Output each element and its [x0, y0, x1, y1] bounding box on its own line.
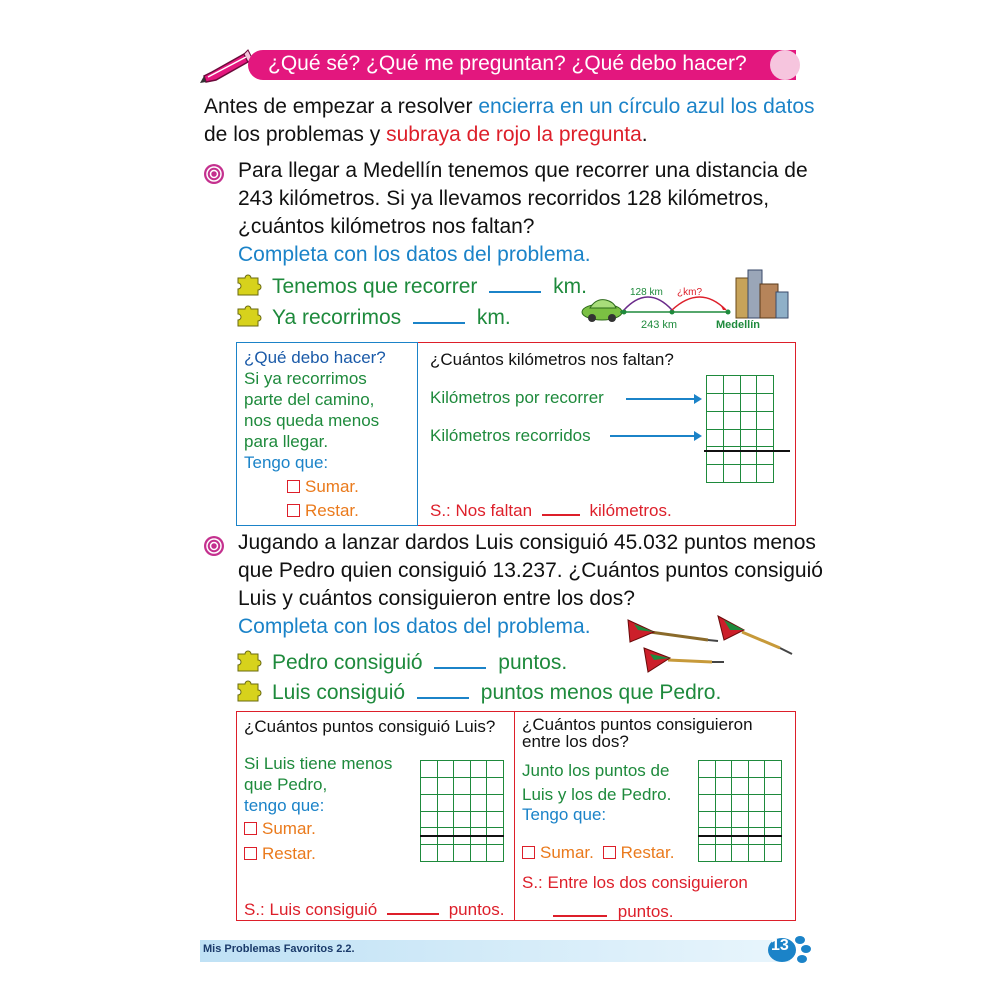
header-banner-cap	[770, 50, 800, 80]
problem1-reason-3: nos queda menos	[244, 411, 380, 430]
subtract-label: Restar.	[620, 843, 675, 862]
sum-label: Sumar.	[262, 819, 316, 838]
subtract-label: Restar.	[305, 501, 359, 520]
row-km-to-travel: Kilómetros por recorrer	[430, 388, 604, 407]
problem1-data1-blank[interactable]	[489, 275, 541, 293]
diagram-label-total: 243 km	[641, 319, 678, 331]
problem2-data2-label: Luis consiguió	[272, 681, 406, 704]
problem2-left-answer-label: S.: Luis consiguió	[244, 900, 378, 919]
puzzle-piece-icon	[236, 680, 262, 702]
problem1-box-question: ¿Cuántos kilómetros nos faltan?	[430, 350, 674, 369]
problem2-data1-unit: puntos.	[498, 651, 568, 674]
problem2-line1: Jugando a lanzar dardos Luis consiguió 45.032 puntos menos	[238, 531, 816, 554]
problem2-left-option-sum[interactable]	[244, 818, 316, 839]
problem2-complete: Completa con los datos del problema.	[238, 615, 591, 638]
problem1-data1-unit: km.	[553, 275, 587, 298]
problem1-line1: Para llegar a Medellín tenemos que recorrer una distancia de	[238, 159, 808, 182]
problem2-data1-blank[interactable]	[434, 651, 486, 669]
sum-label: Sumar.	[540, 843, 594, 862]
problem1-option-subtract[interactable]	[287, 500, 359, 521]
subtract-checkbox[interactable]	[603, 846, 616, 859]
problem1-result-line	[704, 450, 790, 452]
intro-text-b: de los problemas y	[204, 123, 387, 146]
problem2-line2: que Pedro quien consiguió 13.237. ¿Cuántos puntos consiguió	[238, 559, 823, 582]
problem1-reason-4: para llegar.	[244, 432, 329, 451]
footer-book-title: Mis Problemas Favoritos 2.2.	[203, 943, 355, 955]
diagram-label-done: 128 km	[630, 287, 663, 298]
city-buildings-icon	[736, 270, 788, 318]
spiral-bullet-icon	[203, 163, 225, 185]
problem1-complete: Completa con los datos del problema.	[238, 243, 591, 266]
problem2-right-reason-2: Luis y los de Pedro.	[522, 785, 672, 804]
sum-checkbox[interactable]	[287, 480, 300, 493]
problem2-right-answer-unit: puntos.	[617, 902, 674, 921]
problem2-right-question-2: entre los dos?	[522, 732, 629, 751]
puzzle-piece-icon	[236, 650, 262, 672]
row-km-traveled: Kilómetros recorridos	[430, 426, 591, 445]
problem2-right-result-line	[698, 835, 782, 837]
problem1-option-sum[interactable]	[287, 476, 359, 497]
pencil-icon	[200, 46, 252, 84]
problem2-right-answer-line2	[553, 899, 674, 922]
distance-diagram	[580, 266, 800, 334]
subtract-checkbox[interactable]	[287, 504, 300, 517]
problem2-data1-label: Pedro consiguió	[272, 651, 423, 674]
problem2-right-question-1: ¿Cuántos puntos consiguieron	[522, 715, 753, 734]
spiral-bullet-icon	[203, 535, 225, 557]
problem2-left-question: ¿Cuántos puntos consiguió Luis?	[244, 717, 496, 736]
problem1-what-to-do: ¿Qué debo hacer?	[244, 348, 386, 367]
problem2-left-must: tengo que:	[244, 796, 325, 815]
problem2-right-operation-grid[interactable]	[698, 760, 782, 862]
subtract-checkbox[interactable]	[244, 847, 257, 860]
problem1-data2-blank[interactable]	[413, 306, 465, 324]
problem2-data2	[272, 680, 721, 706]
problem2-right-reason-1: Junto los puntos de	[522, 761, 670, 780]
problem2-left-reason-1: Si Luis tiene menos	[244, 754, 393, 773]
car-icon	[582, 300, 622, 322]
intro-line-2	[204, 122, 648, 148]
problem1-data2	[272, 305, 511, 331]
problem1-answer-unit: kilómetros.	[589, 501, 672, 520]
sum-checkbox[interactable]	[244, 822, 257, 835]
arrow-head-1	[694, 394, 702, 404]
problem1-reason-2: parte del camino,	[244, 390, 375, 409]
problem2-data1	[272, 650, 567, 676]
problem2-data2-unit: puntos menos que Pedro.	[480, 681, 722, 704]
problem1-data2-unit: km.	[476, 306, 511, 329]
problem2-right-must: Tengo que:	[522, 805, 607, 824]
sum-label: Sumar.	[305, 477, 359, 496]
page-number: 13	[771, 937, 789, 954]
intro-line-1	[204, 94, 815, 120]
header-title: ¿Qué sé? ¿Qué me preguntan? ¿Qué debo hacer?	[268, 52, 747, 75]
diagram-label-missing: ¿km?	[677, 287, 702, 298]
problem1-question: ¿cuántos kilómetros nos faltan?	[238, 215, 535, 238]
problem1-must: Tengo que:	[244, 453, 329, 472]
problem2-left-answer-unit: puntos.	[448, 900, 505, 919]
intro-period: .	[641, 123, 648, 146]
problem2-left-answer	[244, 897, 504, 920]
problem1-data1-label: Tenemos que recorrer	[272, 275, 478, 298]
problem2-left-operation-grid[interactable]	[420, 760, 504, 862]
intro-circle-instruction: encierra en un círculo azul los datos	[478, 95, 815, 118]
problem1-operation-grid[interactable]	[706, 375, 774, 483]
problem1-answer-label: S.: Nos faltan	[430, 501, 533, 520]
problem2-right-options	[522, 842, 674, 863]
problem2-right-answer-line1: S.: Entre los dos consiguieron	[522, 873, 748, 892]
arrow-line-2	[610, 435, 694, 437]
diagram-label-city: Medellín	[716, 319, 761, 331]
problem1-reason-1: Si ya recorrimos	[244, 369, 367, 388]
problem2-left-result-line	[420, 835, 504, 837]
problem2-line3: Luis y cuántos consiguieron entre los dos?	[238, 587, 635, 610]
subtract-label: Restar.	[262, 844, 316, 863]
problem1-answer-blank[interactable]	[542, 498, 580, 516]
problem1-answer	[430, 498, 672, 521]
puzzle-piece-icon	[236, 305, 262, 327]
problem2-right-option-sum[interactable]	[522, 843, 594, 862]
problem1-data1	[272, 274, 587, 300]
arrow-line-1	[626, 398, 694, 400]
intro-text-a: Antes de empezar a resolver	[204, 95, 479, 118]
problem2-right-option-subtract[interactable]	[603, 843, 675, 862]
arrow-head-2	[694, 431, 702, 441]
intro-underline-instruction: subraya de rojo la pregunta	[386, 123, 642, 146]
problem2-left-option-subtract[interactable]	[244, 843, 316, 864]
problem2-data2-blank[interactable]	[417, 681, 469, 699]
problem1-data2-label: Ya recorrimos	[272, 306, 402, 329]
problem2-left-reason-2: que Pedro,	[244, 775, 328, 794]
problem2-right-answer-blank[interactable]	[553, 899, 607, 917]
problem1-line2: 243 kilómetros. Si ya llevamos recorridos 128 kilómetros,	[238, 187, 770, 210]
darts-icon	[620, 610, 800, 685]
problem2-left-answer-blank[interactable]	[387, 897, 439, 915]
sum-checkbox[interactable]	[522, 846, 535, 859]
puzzle-piece-icon	[236, 274, 262, 296]
